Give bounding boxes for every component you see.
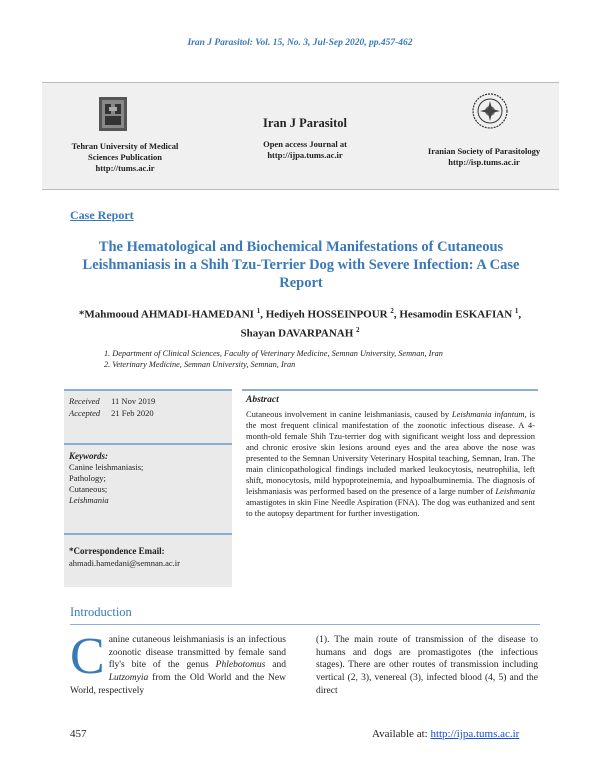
- author-name: Hesamodin ESKAFIAN: [399, 308, 513, 321]
- keywords-heading: Keywords:: [69, 451, 108, 461]
- accepted-label: Accepted: [69, 408, 101, 418]
- article-dates: [69, 395, 155, 419]
- author-name: *Mahmooud AHMADI-HAMEDANI: [78, 308, 254, 321]
- author-affil-mark: 1: [256, 307, 261, 315]
- author-affil-mark: 2: [390, 307, 394, 315]
- affiliation: 2. Veterinary Medicine, Semnan University, Semnan, Iran: [104, 360, 296, 369]
- keyword: Canine leishmaniasis;: [69, 462, 144, 472]
- sidebar-divider: [64, 533, 232, 535]
- abstract-text: Cutaneous involvement in canine leishmaniasis, caused by Leishmania infantum, is the most frequent clinical manifestation of the zoonotic infectious disease. A 4-month-old female Shih Tzu-terrier dog with significant weight loss and depression and chronic erosive skin lesions around eyes and the area above the nose was presented to the Semnan University Veterinary Hospital teaching, Semnan, Iran. The main clinicopathological findings included marked leukocytosis, neutrophilia, left shift, monocytosis, mild hypoproteinemia, and hypoalbuminemia. The diagnosis of leishmaniasis was performed based on the presence of a large number of Leishmania amastigotes in skin Fine Needle Aspiration (FNA). The dog was euthanized and sent to the autopsy department for further investigation.: [246, 409, 535, 518]
- keyword: Pathology;: [69, 473, 106, 483]
- author-name: Hediyeh HOSSEINPOUR: [265, 308, 388, 321]
- sidebar-divider: [64, 443, 232, 445]
- introduction-heading: Introduction: [70, 605, 132, 619]
- society-name: Iranian Society of Parasitology: [427, 146, 541, 156]
- publisher-name-line2: Sciences Publication: [88, 152, 162, 162]
- isp-logo-icon: [471, 92, 509, 130]
- correspondence-email[interactable]: ahmadi.hamedani@semnan.ac.ir: [69, 558, 180, 568]
- author-name: Shayan DAVARPANAH: [240, 327, 354, 340]
- footer-url-link[interactable]: http://ijpa.tums.ac.ir: [430, 728, 520, 740]
- author-affil-mark: 2: [356, 325, 360, 334]
- keyword: Cutaneous;: [69, 484, 108, 494]
- author-list: *Mahmooud AHMADI-HAMEDANI $^1$, Hediyeh HOSSEINPOUR $^2$, Hesamodin ESKAFIAN $^1$, Shayan DAVARPANAH $^2$: [78, 307, 522, 340]
- correspondence-heading: *Correspondence Email:: [69, 546, 165, 556]
- intro-column-right: (1). The main route of transmission of the disease to humans and dogs are promastigotes (the infectious stages). There are other routes of transmission including vertical (2, 3), venereal (3), infected blood (4, 5) and the direct: [316, 635, 538, 696]
- society-block: [416, 146, 552, 168]
- abstract-heading: Abstract: [246, 395, 279, 405]
- publisher-block: [44, 141, 206, 174]
- journal-block: [230, 118, 380, 161]
- accepted-date: 21 Feb 2020: [111, 408, 154, 418]
- availability-footer: Available at: http://ijpa.tums.ac.ir: [372, 728, 520, 740]
- abstract-box: [242, 389, 538, 587]
- publisher-name-line1: Tehran University of Medical: [71, 141, 179, 151]
- received-label: Received: [69, 396, 100, 406]
- article-type-label: Case Report: [70, 208, 134, 222]
- drop-cap: C: [70, 628, 105, 685]
- received-date: 11 Nov 2019: [111, 396, 156, 406]
- publisher-url[interactable]: http://tums.ac.ir: [95, 163, 155, 173]
- author-affil-mark: 1: [514, 307, 519, 315]
- intro-column-left: Canine cutaneous leishmaniasis is an infectious zoonotic disease transmitted by female sand fly's bite of the genus Phlebotomus and Lutzomyia from the Old World and the New World, respectively: [70, 628, 286, 696]
- correspondence: [69, 545, 180, 569]
- article-info-sidebar: [64, 389, 232, 587]
- section-rule: [70, 624, 540, 625]
- affiliations: [104, 348, 534, 370]
- journal-title: Iran J Parasitol: [262, 116, 348, 130]
- article-title: The Hematological and Biochemical Manifestations of Cutaneous Leishmaniasis in a Shih Tzu-Terrier Dog with Severe Infection: A Case Report: [82, 239, 520, 291]
- journal-url[interactable]: http://ijpa.tums.ac.ir: [267, 150, 343, 160]
- society-url[interactable]: http://isp.tums.ac.ir: [448, 157, 520, 167]
- keywords: [69, 451, 143, 506]
- keyword: Leishmania: [69, 495, 109, 505]
- affiliation: 1. Department of Clinical Sciences, Faculty of Veterinary Medicine, Semnan University, Semnan, Iran: [104, 349, 443, 358]
- tums-logo-icon: [98, 96, 128, 132]
- journal-access-text: Open access Journal at: [263, 139, 347, 149]
- journal-reference: Iran J Parasitol: Vol. 15, No. 3, Jul-Sep 2020, pp.457-462: [187, 38, 413, 48]
- page-number: 457: [70, 728, 87, 740]
